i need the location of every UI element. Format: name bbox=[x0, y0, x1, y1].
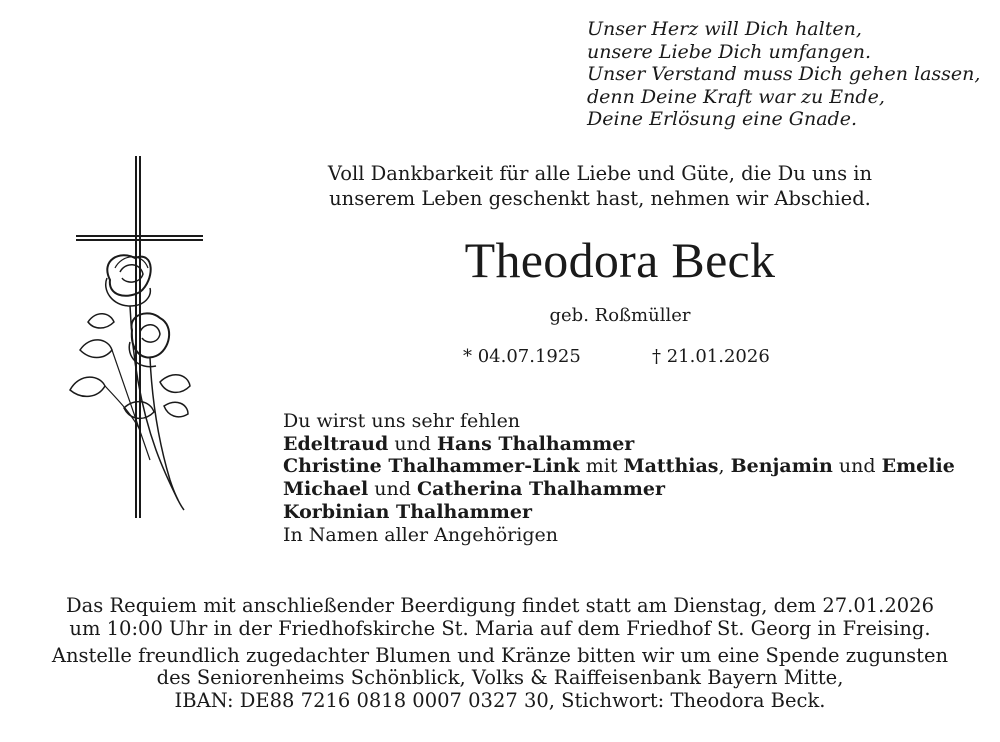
mourner-line bbox=[283, 455, 955, 478]
deceased-name: Theodora Beck bbox=[464, 232, 776, 288]
farewell-intro bbox=[230, 162, 970, 211]
mourner-name: Korbinian Thalhammer bbox=[283, 500, 532, 523]
mourner-name: Emelie bbox=[881, 455, 955, 478]
conjunction: und bbox=[388, 432, 437, 455]
mourner-name: Christine Thalhammer-Link bbox=[283, 455, 580, 478]
poem bbox=[587, 18, 980, 131]
donation-line: Anstelle freundlich zugedachter Blumen und Kränze bitten wir um eine Spende zugunsten bbox=[51, 643, 949, 667]
conjunction: und bbox=[368, 478, 417, 501]
separator: , bbox=[718, 455, 731, 478]
mourner-name: Hans Thalhammer bbox=[437, 432, 635, 455]
poem-line: unsere Liebe Dich umfangen. bbox=[587, 40, 871, 63]
poem-line: denn Deine Kraft war zu Ende, bbox=[587, 85, 885, 108]
birth-date: * 04.07.1925 bbox=[463, 346, 581, 367]
intro-line: Voll Dankbarkeit für alle Liebe und Güte, die Du uns in bbox=[327, 162, 873, 185]
requiem-line: Das Requiem mit anschließender Beerdigung findet statt am Dienstag, dem 27.01.2026 bbox=[66, 594, 934, 617]
birth-name: geb. Roßmüller bbox=[549, 305, 691, 326]
mourner-name: Matthias bbox=[623, 455, 719, 478]
mourner-name: Michael bbox=[283, 478, 369, 501]
mourner-name: Benjamin bbox=[730, 455, 833, 478]
donation-iban: IBAN: DE88 7216 0818 0007 0327 30, Stichwort: Theodora Beck. bbox=[174, 689, 826, 713]
service-information bbox=[20, 595, 980, 713]
mourners-opening: Du wirst uns sehr fehlen bbox=[283, 410, 521, 432]
mourner-line bbox=[283, 433, 955, 456]
requiem-line: um 10:00 Uhr in der Friedhofskirche St. Maria auf dem Friedhof St. Georg in Freising. bbox=[69, 616, 931, 640]
mourner-name: Edeltraud bbox=[283, 432, 389, 455]
intro-line: unserem Leben geschenkt hast, nehmen wir Abschied. bbox=[329, 186, 871, 210]
mourners-closing: In Namen aller Angehörigen bbox=[283, 523, 558, 546]
poem-line: Deine Erlösung eine Gnade. bbox=[587, 108, 857, 131]
mourner-line bbox=[283, 478, 955, 501]
poem-line: Unser Herz will Dich halten, bbox=[587, 18, 862, 40]
mourner-name: Catherina Thalhammer bbox=[416, 478, 665, 501]
mourners-list bbox=[283, 410, 955, 546]
donation-line: des Seniorenheims Schönblick, Volks & Raiffeisenbank Bayern Mitte, bbox=[156, 666, 844, 690]
conjunction: und bbox=[832, 455, 882, 478]
cross-with-roses-icon bbox=[60, 150, 220, 530]
death-date: † 21.01.2026 bbox=[652, 346, 770, 367]
conjunction: mit bbox=[579, 455, 624, 478]
mourner-line bbox=[283, 501, 955, 524]
poem-line: Unser Verstand muss Dich gehen lassen, bbox=[587, 63, 981, 86]
